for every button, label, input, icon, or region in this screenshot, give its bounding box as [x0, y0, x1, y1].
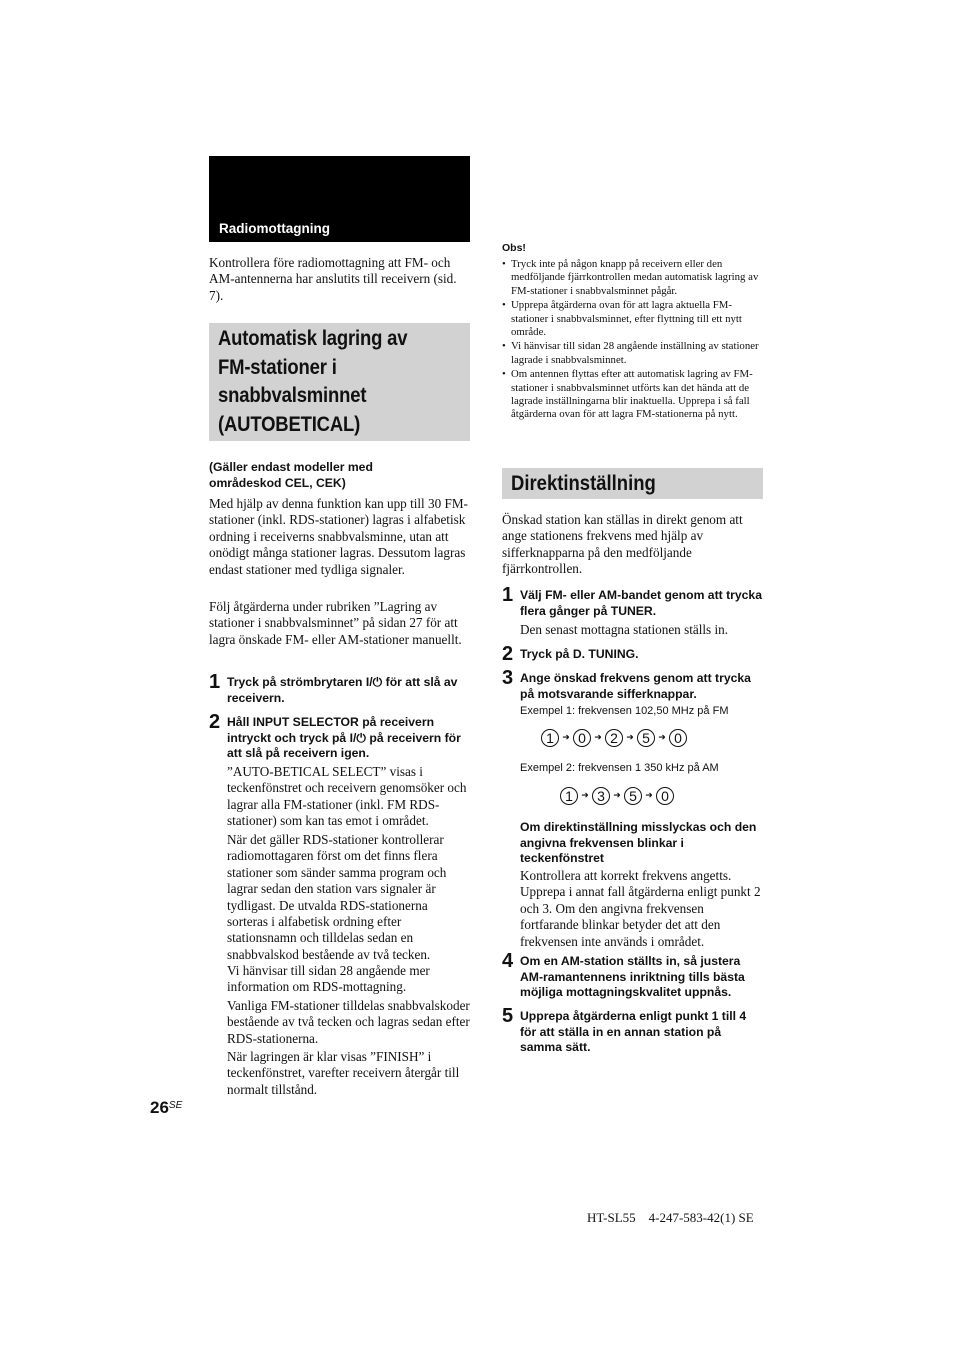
- page-number: [150, 1098, 182, 1118]
- step-instruction: Upprepa åtgärderna enligt punkt 1 till 4 för att ställa in en annan station på samma sätt.: [520, 1009, 747, 1055]
- example-1-label: Exempel 1: frekvensen 102,50 MHz på FM: [520, 705, 729, 717]
- left-paragraph-2: Följ åtgärderna under rubriken ”Lagring av stationer i snabbvalsminnet” på sidan 27 för att lagra önskade FM- eller AM-stationer manuellt.: [209, 599, 462, 647]
- example-1-sequence: [541, 729, 687, 747]
- step-number: 4: [502, 950, 514, 972]
- obs-title: Obs!: [502, 242, 526, 254]
- step-instruction: Ange önskad frekvens genom att trycka på motsvarande sifferknappar.: [520, 671, 751, 701]
- heading-text: Direktinställning: [511, 472, 656, 495]
- right-step1-note: Den senast mottagna stationen ställs in.: [520, 622, 729, 637]
- arrow-right-icon: ➜: [613, 791, 621, 802]
- applies-line: (Gäller endast modeller med: [209, 460, 373, 474]
- obs-item: • Upprepa åtgärderna ovan för att lagra aktuella FM-stationer i snabbvalsminnet, efter flyttning till ett nytt område.: [502, 299, 762, 339]
- example-2-label: Exempel 2: frekvensen 1 350 kHz på AM: [520, 762, 719, 774]
- arrow-right-icon: ➜: [626, 733, 634, 744]
- obs-item: • Tryck inte på någon knapp på receivern eller den medföljande fjärrkontrollen medan automatisk lagring av FM-stationer i snabbvalsminnet pågår.: [502, 258, 762, 298]
- step-number: 2: [502, 643, 514, 665]
- example-2-sequence: [560, 787, 674, 805]
- section-tab: [209, 156, 470, 242]
- digit-key-icon: 0: [573, 729, 591, 747]
- step-number: 3: [502, 667, 514, 689]
- step2-detail-5: När lagringen är klar visas ”FINISH” i teckenfönstret, varefter receivern återgår till normalt tillstånd.: [227, 1049, 460, 1097]
- right-intro: Önskad station kan ställas in direkt genom att ange stationens frekvens med hjälp av sifferknapparna på den medföljande fjärrkontrollen.: [502, 512, 743, 577]
- arrow-right-icon: ➜: [645, 791, 653, 802]
- step-number: 1: [502, 584, 514, 606]
- step2-detail-3: Vi hänvisar till sidan 28 angående mer information om RDS-mottagning.: [227, 963, 430, 995]
- fail-title: Om direktinställning misslyckas och den angivna frekvensen blinkar i teckenfönstret: [520, 820, 757, 866]
- step-number: 2: [209, 711, 221, 733]
- step-instruction: Välj FM- eller AM-bandet genom att trycka flera gånger på TUNER.: [520, 588, 762, 618]
- arrow-right-icon: ➜: [581, 791, 589, 802]
- applies-line: områdeskod CEL, CEK): [209, 475, 346, 490]
- arrow-right-icon: ➜: [562, 733, 570, 744]
- digit-key-icon: 5: [624, 787, 642, 805]
- digit-key-icon: 1: [560, 787, 578, 805]
- page-number-suffix: SE: [168, 1100, 183, 1111]
- obs-list: [502, 258, 762, 423]
- obs-item: • Om antennen flyttas efter att automatisk lagring av FM-stationer i snabbvalsminnet utförts kan det hända att de lagrade inställningarna blir inaktuella. Upprepa i så fall åtgärderna ovan för att lagra FM-stationerna på nytt.: [502, 368, 762, 422]
- step-number: 1: [209, 671, 221, 693]
- step2-detail-2: När det gäller RDS-stationer kontrollerar radiomottagaren först om det finns flera stationer som sänder samma program och lagrar sedan den station vars signaler är tydligast. De utvalda RDS-stationerna sorteras i alfabetisk ordning efter stationsnamn och tilldelas sedan en snabbvalskod bestående av två tecken.: [227, 832, 447, 962]
- heading-autobetical: [209, 323, 470, 441]
- arrow-right-icon: ➜: [594, 733, 602, 744]
- heading-line: Automatisk lagring av: [218, 327, 408, 350]
- step-number: 5: [502, 1005, 514, 1027]
- heading-line: (AUTOBETICAL): [218, 412, 361, 436]
- digit-key-icon: 2: [605, 729, 623, 747]
- heading-line: FM-stationer i: [218, 355, 337, 379]
- arrow-right-icon: ➜: [658, 733, 666, 744]
- page-number-value: 26: [150, 1098, 169, 1117]
- digit-key-icon: 3: [592, 787, 610, 805]
- obs-item: • Vi hänvisar till sidan 28 angående inställning av stationer lagrade i snabbvalsminnet.: [502, 340, 762, 367]
- step2-detail-4: Vanliga FM-stationer tilldelas snabbvalskoder bestående av två tecken och lagras sedan efter RDS-stationerna.: [227, 998, 470, 1046]
- applies-note: [209, 460, 471, 491]
- left-paragraph-1: Med hjälp av denna funktion kan upp till 30 FM-stationer (inkl. RDS-stationer) lagras i alfabetisk ordning i receiverns snabbvalsminne, utan att onödigt många stationer lagras. Dessutom lagras endast stationer med tydliga signaler.: [209, 496, 468, 577]
- digit-key-icon: 1: [541, 729, 559, 747]
- heading-direktinstallning: [502, 468, 763, 499]
- section-tab-label: Radiomottagning: [219, 221, 330, 236]
- step-instruction: Håll INPUT SELECTOR på receivern intryckt och tryck på I/⏻ på receivern för att slå på receivern igen.: [227, 715, 461, 761]
- digit-key-icon: 0: [669, 729, 687, 747]
- step2-detail-1: ”AUTO-BETICAL SELECT” visas i teckenfönstret och receivern genomsöker och lagrar alla FM-stationer (inkl. FM RDS-stationer) som kan tas emot i området.: [227, 764, 467, 829]
- intro-paragraph: Kontrollera före radiomottagning att FM- och AM-antennerna har anslutits till receivern (sid. 7).: [209, 255, 457, 303]
- digit-key-icon: 0: [656, 787, 674, 805]
- fail-text: Kontrollera att korrekt frekvens angetts. Upprepa i annat fall åtgärderna enligt punkt 2 och 3. Om den angivna frekvensen fortfarande blinkar betyder det att den frekvensen inte används i området.: [520, 868, 761, 949]
- heading-line: snabbvalsminnet: [218, 384, 367, 407]
- digit-key-icon: 5: [637, 729, 655, 747]
- step-instruction: Tryck på D. TUNING.: [520, 647, 639, 661]
- step-instruction: Tryck på strömbrytaren I/⏻ för att slå av receivern.: [227, 675, 458, 705]
- step-instruction: Om en AM-station ställts in, så justera AM-ramantennens inriktning tills bästa möjliga mottagningskvalitet uppnås.: [520, 954, 745, 1000]
- footer-model-code: HT-SL55 4-247-583-42(1) SE: [587, 1210, 754, 1225]
